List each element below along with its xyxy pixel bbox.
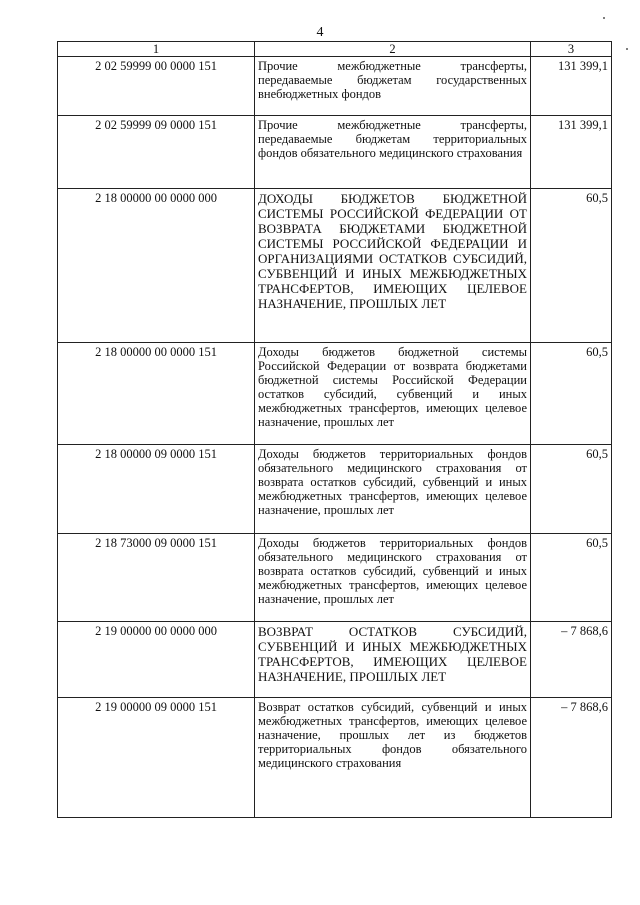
row-code: 2 02 59999 09 0000 151 bbox=[58, 116, 255, 189]
row-code: 2 18 00000 09 0000 151 bbox=[58, 445, 255, 534]
row-name: Возврат остатков субсидий, субвенций и иных межбюджетных трансфертов, имеющих целевое назначение, прошлых лет из бюджетов территориальных фондов обязательного медицинского страхования bbox=[255, 698, 531, 818]
table-row bbox=[58, 343, 612, 445]
budget-table bbox=[57, 41, 612, 818]
row-code: 2 19 00000 09 0000 151 bbox=[58, 698, 255, 818]
row-amount: 60,5 bbox=[531, 189, 612, 343]
row-amount: – 7 868,6 bbox=[531, 698, 612, 818]
row-code: 2 18 73000 09 0000 151 bbox=[58, 534, 255, 622]
table-row bbox=[58, 57, 612, 116]
page-number: 4 bbox=[316, 25, 324, 40]
row-name: Доходы бюджетов бюджетной системы Российской Федерации от возврата бюджетами бюджетной системы Российской Федерации остатков субсидий, субвенций и иных межбюджетных трансфертов, имеющих целевое назначение, прошлых лет bbox=[255, 343, 531, 445]
table-row bbox=[58, 116, 612, 189]
header-row bbox=[58, 42, 612, 57]
row-amount: 131 399,1 bbox=[531, 57, 612, 116]
table-row bbox=[58, 534, 612, 622]
header-cell-code: 1 bbox=[58, 42, 255, 57]
row-code: 2 19 00000 00 0000 000 bbox=[58, 622, 255, 698]
table-row bbox=[58, 622, 612, 698]
row-amount: 60,5 bbox=[531, 445, 612, 534]
row-amount: 60,5 bbox=[531, 534, 612, 622]
scan-speck bbox=[603, 17, 605, 19]
table-row bbox=[58, 445, 612, 534]
row-name: Прочие межбюджетные трансферты, передаваемые бюджетам территориальных фондов обязательного медицинского страхования bbox=[255, 116, 531, 189]
row-amount: 60,5 bbox=[531, 343, 612, 445]
row-name: ДОХОДЫ БЮДЖЕТОВ БЮДЖЕТНОЙ СИСТЕМЫ РОССИЙСКОЙ ФЕДЕРАЦИИ ОТ ВОЗВРАТА БЮДЖЕТАМИ БЮДЖЕТНОЙ СИСТЕМЫ РОССИЙСКОЙ ФЕДЕРАЦИИ И ОРГАНИЗАЦИЯМИ ОСТАТКОВ СУБСИДИЙ, СУБВЕНЦИЙ И ИНЫХ МЕЖБЮДЖЕТНЫХ ТРАНСФЕРТОВ, ИМЕЮЩИХ ЦЕЛЕВОЕ НАЗНАЧЕНИЕ, ПРОШЛЫХ ЛЕТ bbox=[255, 189, 531, 343]
row-name: ВОЗВРАТ ОСТАТКОВ СУБСИДИЙ, СУБВЕНЦИЙ И ИНЫХ МЕЖБЮДЖЕТНЫХ ТРАНСФЕРТОВ, ИМЕЮЩИХ ЦЕЛЕВОЕ НАЗНАЧЕНИЕ, ПРОШЛЫХ ЛЕТ bbox=[255, 622, 531, 698]
row-code: 2 02 59999 00 0000 151 bbox=[58, 57, 255, 116]
row-amount: 131 399,1 bbox=[531, 116, 612, 189]
table-row bbox=[58, 698, 612, 818]
row-name: Доходы бюджетов территориальных фондов обязательного медицинского страхования от возврата остатков субсидий, субвенций и иных межбюджетных трансфертов, имеющих целевое назначение, прошлых лет bbox=[255, 534, 531, 622]
row-code: 2 18 00000 00 0000 000 bbox=[58, 189, 255, 343]
row-code: 2 18 00000 00 0000 151 bbox=[58, 343, 255, 445]
row-name: Доходы бюджетов территориальных фондов обязательного медицинского страхования от возврата остатков субсидий, субвенций и иных межбюджетных трансфертов, имеющих целевое назначение, прошлых лет bbox=[255, 445, 531, 534]
row-name: Прочие межбюджетные трансферты, передаваемые бюджетам государственных внебюджетных фондов bbox=[255, 57, 531, 116]
header-cell-name: 2 bbox=[255, 42, 531, 57]
row-amount: – 7 868,6 bbox=[531, 622, 612, 698]
table-row bbox=[58, 189, 612, 343]
header-cell-amount: 3 bbox=[531, 42, 612, 57]
scan-speck bbox=[626, 48, 628, 50]
